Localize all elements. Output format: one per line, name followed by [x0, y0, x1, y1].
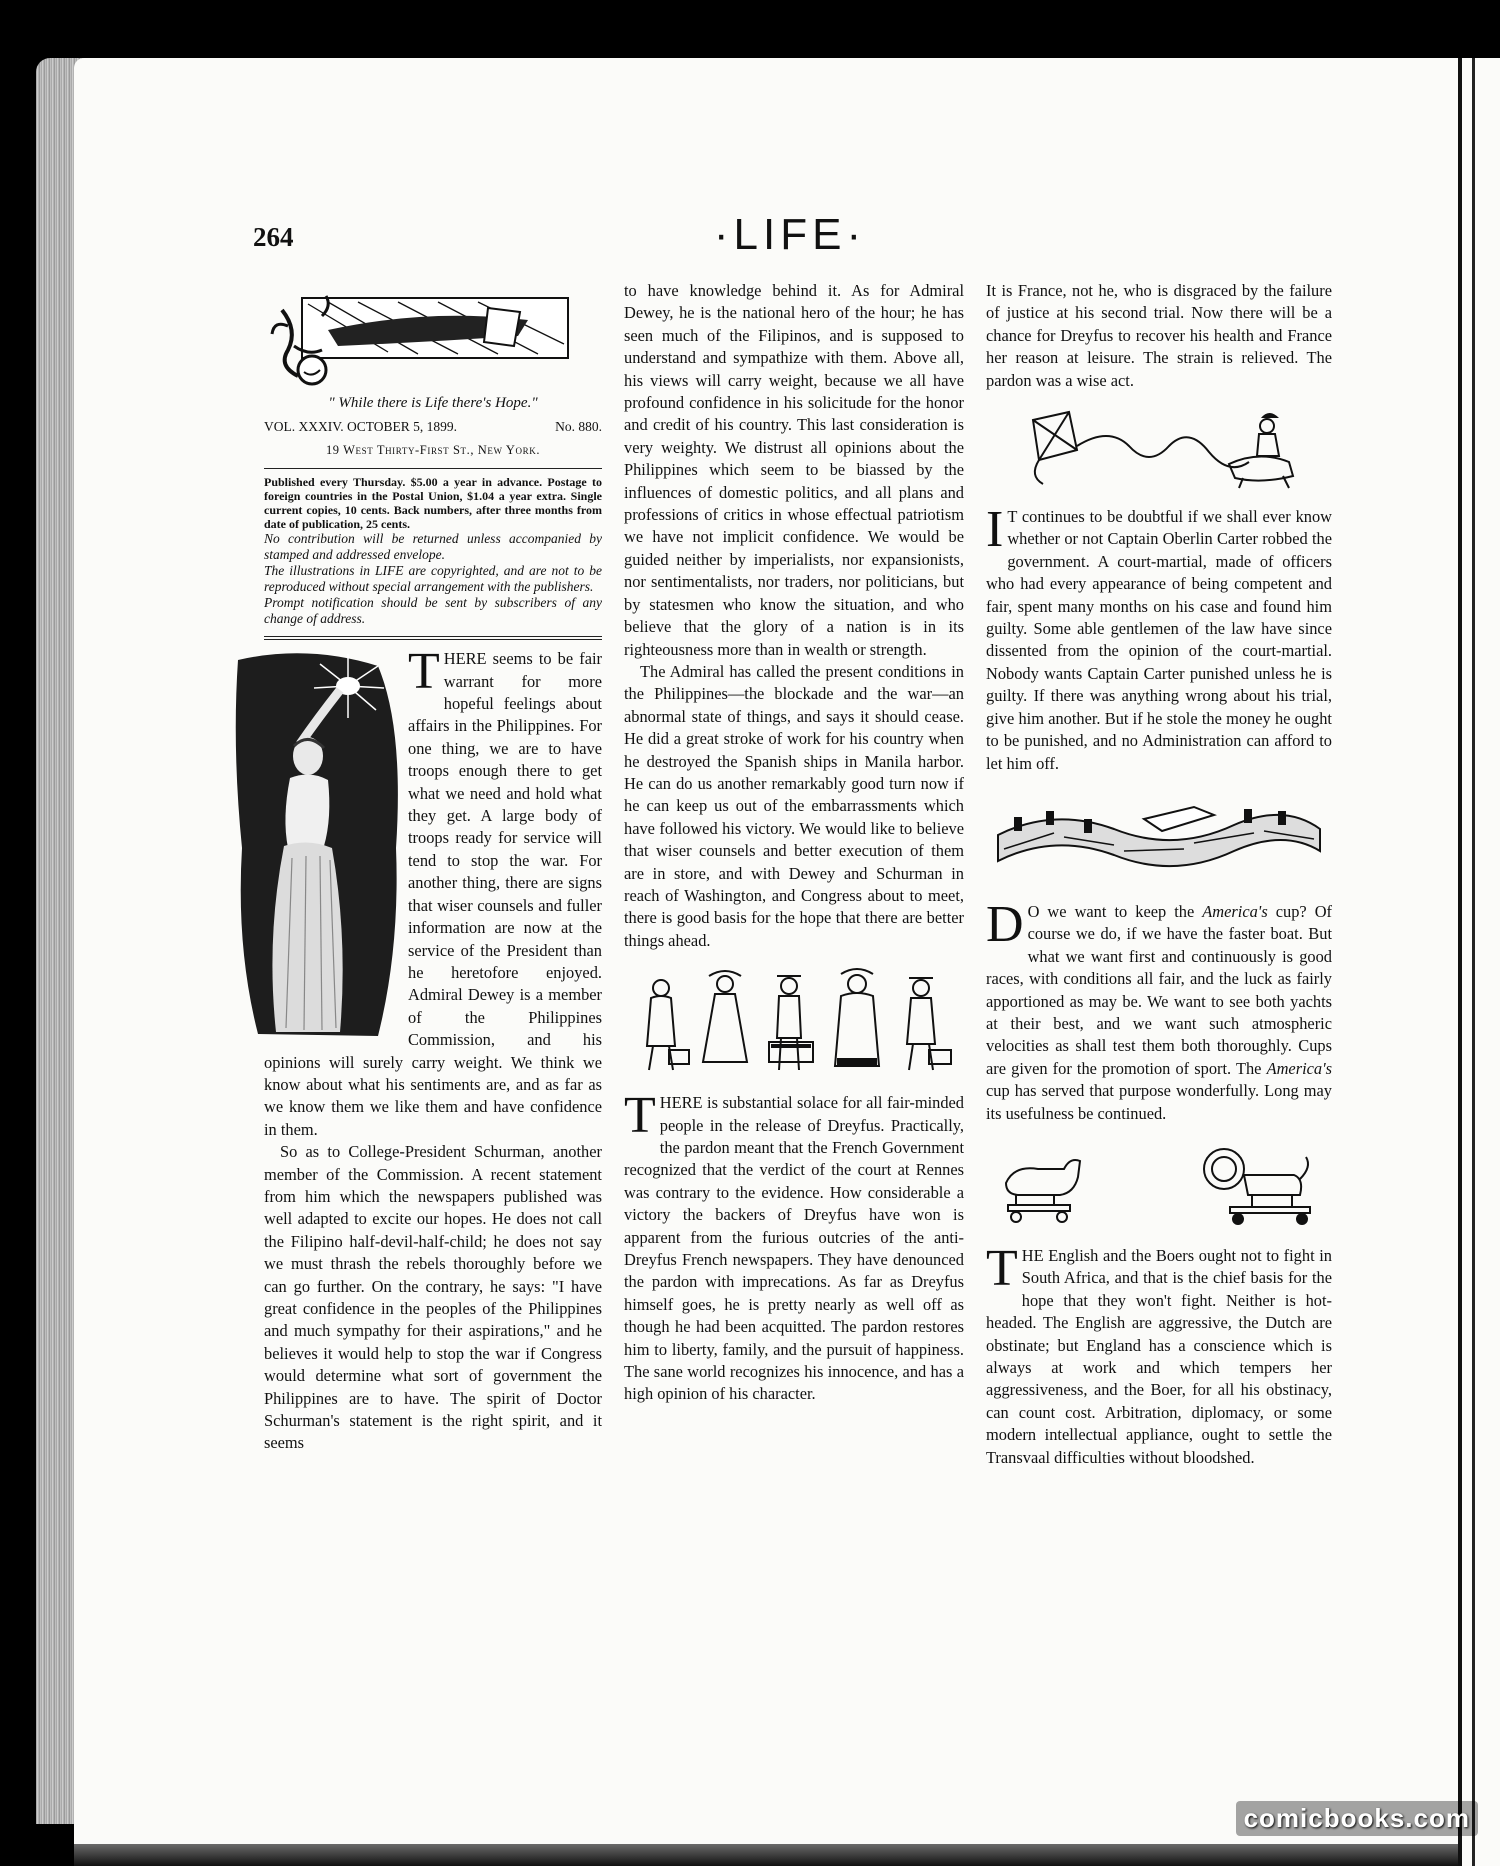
- issue-number: No. 880.: [555, 419, 602, 435]
- publishing-info: Published every Thursday. $5.00 a year in advance. Postage to foreign countries in the Postal Union, $1.04 a year extra. Single current copies, 10 cents. Back numbers, after three months from date of publication, 25 cents.: [264, 475, 602, 532]
- philippines-paragraph-1: HERE seems to be fair warrant for more hopeful feelings about affairs in the Philippines. For one thing, we are to have troops enough there to get what we need and hold what they get. A large body of troops ready for service will tend to stop the war. For another thing, there are signs that wiser counsels and fuller information are now at the service of the President than he heretofore enjoyed. Admiral Dewey is a member of the Philippines Commission, and his opinions will surely carry weight. We think we know about what his sentiments are, and as far as we know them we like them and have confidence in them.: [264, 649, 602, 1139]
- kite-and-horseman-illustration: [999, 406, 1319, 490]
- dropcap-d: D: [986, 895, 1024, 953]
- contribution-note: No contribution will be returned unless accompanied by stamped and addressed envelope.: [264, 531, 602, 563]
- header-box-double-rule: [264, 636, 602, 640]
- volume-line: [264, 416, 602, 438]
- woman-with-lamp-illustration: [228, 648, 404, 1038]
- dreyfus-article-body: [624, 1087, 964, 1406]
- americas-cup-text-c: cup has served that purpose wonderfully. Long may its usefulness be continued.: [986, 1081, 1332, 1123]
- dropcap-t: T: [408, 643, 440, 701]
- americas-cup-article-body: [986, 895, 1333, 1125]
- boers-paragraph-1: HE English and the Boers ought not to fight in South Africa, and that is the chief basis for the hope that they won't fight. Neither is hot-headed. The English are aggressive, the Dutch are obstinate; but England has a conscience which is always at work and which tempers her aggressiveness, and the Boer, for all his obstinacy, can count cost. Arbitration, diplomacy, or some modern intellectual appliance, ought to settle the Transvaal difficulties without bloodshed.: [986, 1245, 1332, 1467]
- philippines-paragraph-2-continued: to have knowledge behind it. As for Admiral Dewey, he is the national hero of the hour; he has seen much of the Filipinos, and is supposed to understand and sympathize with them. Above all, his views will carry weight, because we all have profound confidence in his solicitude for the honor and credit of his country. This last consideration is very weighty. We distrust all opinions about the Philippines which seem to be biassed by the influences of domestic politics, and all plans and professions of critics in whose effectual patriotism we have not implicit confidence. We would be guided neither by imperialists, nor expansionists, nor sentimentalists, nor traders, nor politicians, but by statesmen who know the situation, and who believe that the glory of a nation is in its righteousness more than in wealth or strength.: [624, 281, 964, 659]
- column-1: [264, 290, 602, 1455]
- address-change-note: Prompt notification should be sent by subscribers of any change of address.: [264, 595, 602, 627]
- travelers-with-luggage-illustration: [629, 966, 959, 1076]
- watermark: comicbooks.com: [1236, 1801, 1478, 1836]
- dropcap-i: I: [986, 501, 1004, 559]
- toy-animals-illustration: [994, 1139, 1324, 1229]
- header-rule: [264, 468, 602, 469]
- philippines-paragraph-2: So as to College-President Schurman, another member of the Commission. A recent statement from him which the newspapers published was well adapted to excite our hopes. He does not call the Filipino half-devil-half-child; he does not say we must thrash the rebels thoroughly before we can go further. On the contrary, he says: "I have great confidence in the peoples of the Philippines and much sympathy for their aspirations," and he believes it would help to stop the war if Congress would determine what sort of government the Philippines are to have. The spirit of Doctor Schurman's statement is the right spirit, and it seems: [264, 1142, 602, 1453]
- masthead-tagline: " While there is Life there's Hope.": [328, 395, 538, 411]
- dropcap-t: T: [986, 1239, 1018, 1297]
- page-number: 264: [253, 222, 294, 252]
- dropcap-t: T: [624, 1087, 656, 1145]
- column-2: [624, 280, 964, 1406]
- americas-cup-name: America's: [1202, 901, 1268, 921]
- philippines-paragraph-3: The Admiral has called the present conditions in the Philippines—the blockade and the war—an abnormal state of things, and says it should cease. He did a great stroke of work for his country when he destroyed the Spanish ships in Manila harbor. He can do us another remarkably good turn now if he can keep us out of the embarrassments which have followed his victory. We would like to believe that wiser counsels and better execution of them are in store, and with Dewey and Schurman in reach of Washington, and Congress about to meet, there is good basis for the hope that there are better things ahead.: [624, 661, 964, 950]
- dreyfus-paragraph-1: HERE is substantial solace for all fair-minded people in the release of Dreyfus. Practically, the pardon meant that the French Government recognized that the verdict of the court at Rennes was contrary to the evidence. How considerable a victory the backers of Dreyfus have won is apparent from the furious outcries of the anti-Dreyfus French newspapers. They have denounced the pardon with imprecations. As far as Dreyfus himself goes, he is pretty nearly as well off as though he had been acquitted. The pardon restores him to liberty, family, and the pursuit of happiness. The sane world recognizes his innocence, and has a high opinion of his character.: [624, 1093, 964, 1404]
- carter-paragraph-1: T continues to be doubtful if we shall ever know whether or not Captain Oberlin Carter robbed the government. A court-martial, made of officers who had every appearance of being competent and fair, spent many months on his case and found him guilty. Some able gentlemen of the law have since dissented from the opinion of the court-martial. Nobody wants Captain Carter punished unless he is guilty. If there was anything wrong about his trial, give him another. But if he stole the money he ought to be punished, and no Administration can afford to let him off.: [986, 507, 1332, 773]
- masthead-title: ·LIFE·: [713, 210, 867, 259]
- americas-cup-name-2: America's: [1266, 1058, 1332, 1078]
- boers-article-body: [986, 1239, 1332, 1469]
- carter-article-body: [986, 501, 1332, 775]
- masthead-vignette-illustration: [268, 290, 598, 390]
- americas-cup-text-a: O we want to keep the: [1027, 901, 1203, 921]
- americas-cup-text-b: cup? Of course we do, if we have the faster boat. But what we want first and continuously is good races, with conditions all fair, and the luck as fairly apportioned as may be. We want to see both yachts at their best, and we want such atmospheric velocities as shall test them both thoroughly. Cups are given for the promotion of sport. The: [986, 901, 1333, 1078]
- page-bottom-shadow: [74, 1844, 1458, 1866]
- column-3: [986, 280, 1332, 1469]
- dreyfus-paragraph-1-continued: It is France, not he, who is disgraced by the failure of justice at his second trial. Now there will be a chance for Dreyfus to recover his health and France her reason at leisure. The strain is relieved. The pardon was a wise act.: [986, 281, 1332, 390]
- facing-page-edge: [1458, 58, 1500, 1866]
- sea-race-illustration: [994, 789, 1324, 885]
- volume-date: VOL. XXXIV. OCTOBER 5, 1899.: [264, 419, 458, 435]
- publisher-address: 19 West Thirty-First St., New York.: [325, 442, 541, 457]
- copyright-note: The illustrations in LIFE are copyrighted, and are not to be reproduced without special arrangement with the publishers.: [264, 563, 602, 595]
